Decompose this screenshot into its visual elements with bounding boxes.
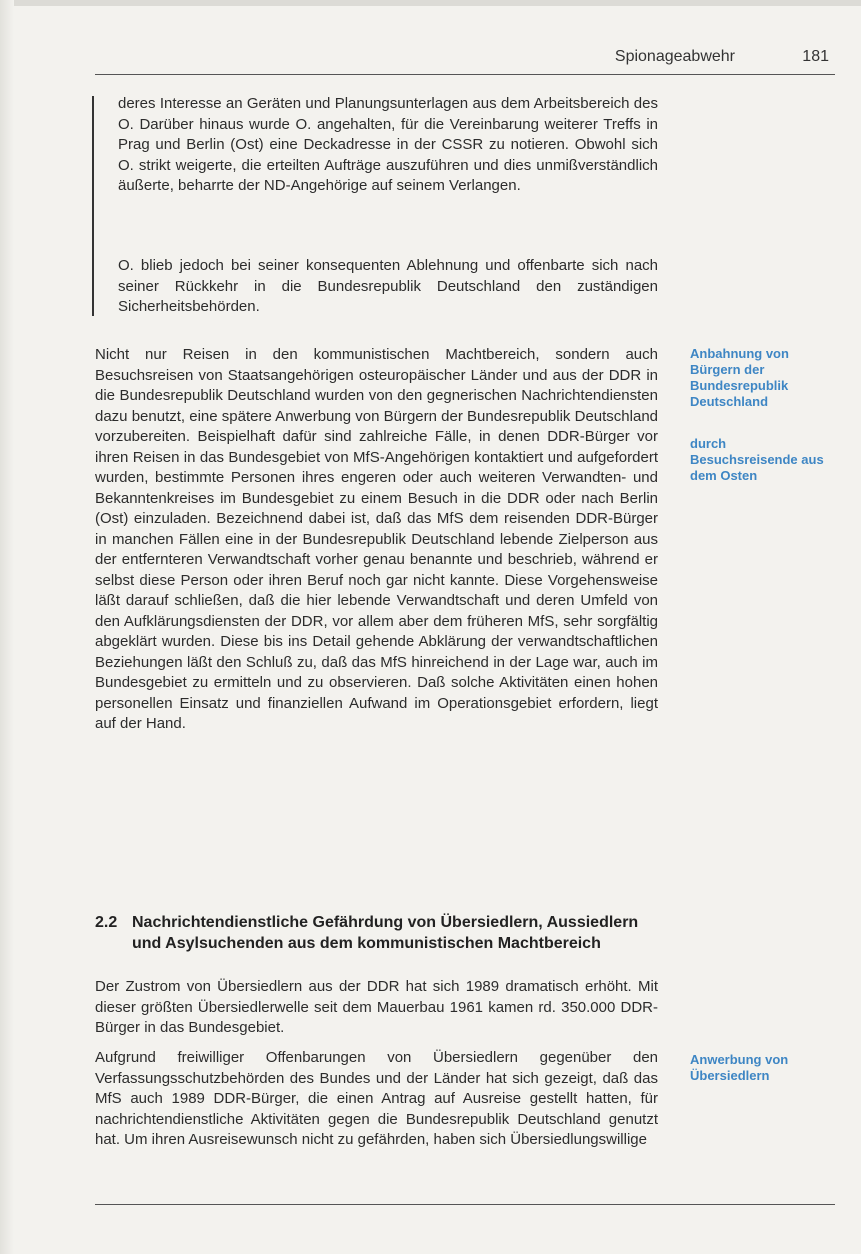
sidenote: durch Besuchsreisende aus dem Osten bbox=[690, 436, 824, 483]
footer-rule bbox=[95, 1204, 835, 1205]
section-number: 2.2 bbox=[95, 914, 118, 931]
section-title: Nachrichtendienstliche Gefährdung von Übersiedlern, Aussiedlern und Asylsuchenden aus dem kommunistischen Machtbereich bbox=[132, 914, 639, 952]
sidenote: Anbahnung von Bürgern der Bundesrepublik Deutschland bbox=[690, 346, 789, 409]
scan-left-edge bbox=[0, 0, 14, 1254]
header-rule bbox=[95, 74, 835, 75]
sidenote: Anwerbung von Übersiedlern bbox=[690, 1052, 789, 1083]
page-number: 181 bbox=[802, 48, 829, 65]
section-heading bbox=[95, 912, 658, 954]
running-head-title: Spionageabwehr bbox=[614, 48, 735, 65]
body-paragraph: Aufgrund freiwilliger Offenbarungen von Übersiedlern gegenüber den Verfassungsschutzbehörden des Bundes und der Länder hat sich gezeigt, daß das MfS auch 1989 DDR-Bürger, die einen Antrag auf Ausreise gestellt hatten, für nachrichtendienstliche Aktivitäten gegen die Bundesrepublik Deutschland genutzt hat. Um ihren Ausreisewunsch nicht zu gefährden, haben sich Übersiedlungswillige bbox=[95, 1049, 658, 1148]
body-paragraph: Nicht nur Reisen in den kommunistischen Machtbereich, sondern auch Besuchsreisen von Staatsangehörigen osteuropäischer Länder und aus der DDR in die Bundesrepublik Deutschland wurden von den gegnerischen Nachrichtendiensten dazu benutzt, eine spätere Anwerbung von Bürgern der Bundesrepublik Deutschland vorzubereiten. Beispielhaft dafür sind zahlreiche Fälle, in denen DDR-Bürger vor ihren Reisen in das Bundesgebiet von MfS-Angehörigen kontaktiert und aufgefordert wurden, bestimmte Personen ihres engeren oder auch weiteren Verwandten- und Bekanntenkreises im Bundesgebiet zu einem Besuch in die DDR oder nach Berlin (Ost) einzuladen. Bezeichnend dabei ist, daß das MfS dem reisenden DDR-Bürger in manchen Fällen eine in der Bundesrepublik Deutschland lebende Zielperson aus der entfernteren Verwandtschaft vorher genau benannte und beschrieb, während er selbst diese Person oder ihren Beruf noch gar nicht kannte. Diese Vorgehensweise läßt darauf schließen, daß die hier lebende Verwandtschaft und deren Umfeld von den Aufklärungsdiensten der DDR, vor allem aber dem früheren MfS, sehr sorgfältig abgeklärt wurden. Diese bis ins Detail gehende Abklärung der verwandtschaftlichen Beziehungen läßt den Schluß zu, daß das MfS hinreichend in der Lage war, auch im Bundesgebiet zu ermitteln und zu observieren. Daß solche Aktivitäten einen hohen personellen Einsatz und finanziellen Aufwand im Operationsgebiet erfordern, liegt auf der Hand. bbox=[95, 346, 658, 732]
body-paragraph: Der Zustrom von Übersiedlern aus der DDR hat sich 1989 dramatisch erhöht. Mit dieser größten Übersiedlerwelle seit dem Mauerbau 1961 kamen rd. 350.000 DDR-Bürger in das Bundesgebiet. bbox=[95, 978, 658, 1036]
quote-paragraph: deres Interesse an Geräten und Planungsunterlagen aus dem Arbeitsbereich des O. Darüber hinaus wurde O. angehalten, für die Vereinbarung weiterer Treffs in Prag und Berlin (Ost) eine Deckadresse in der CSSR zu notieren. Obwohl sich O. strikt weigerte, die erteilten Aufträge auszuführen und dies unmißverständlich äußerte, beharrte der ND-Angehörige auf seinem Verlangen. bbox=[118, 95, 658, 194]
running-head bbox=[95, 48, 835, 72]
quote-margin-bar bbox=[92, 96, 94, 316]
quote-paragraph: O. blieb jedoch bei seiner konsequenten Ablehnung und offenbarte sich nach seiner Rückkehr in die Bundesrepublik Deutschland den zuständigen Sicherheitsbehörden. bbox=[118, 257, 658, 315]
scan-top-edge bbox=[0, 0, 861, 6]
